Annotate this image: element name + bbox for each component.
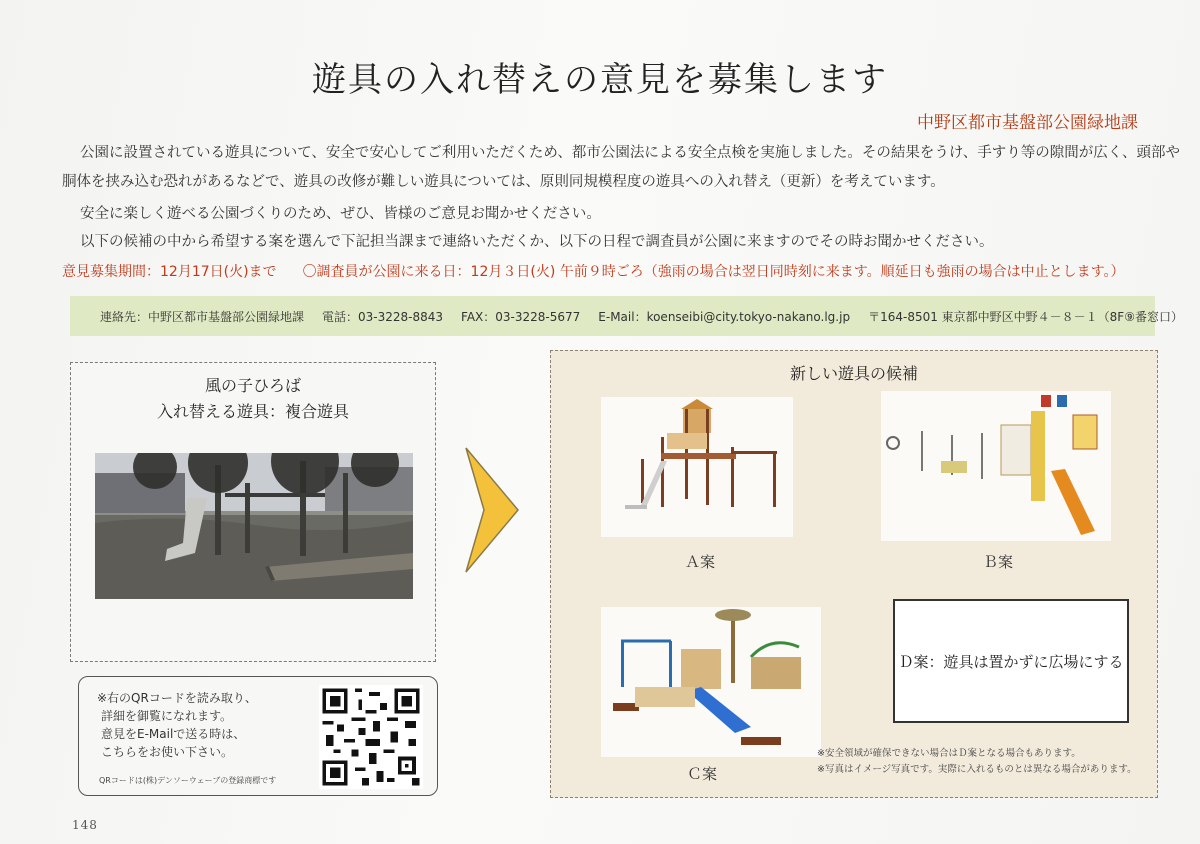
page-title: 遊具の入れ替えの意見を募集します — [312, 60, 888, 100]
contact-fax: FAX：03-3228-5677 — [461, 309, 581, 324]
qr-code-icon[interactable] — [319, 685, 423, 789]
department-name: 中野区都市基盤部公園緑地課 — [917, 113, 1138, 133]
option-a-image — [601, 397, 793, 537]
qr-info-box — [78, 676, 438, 796]
contact-label: 連絡先：中野区都市基盤部公園緑地課 — [100, 309, 305, 324]
option-d-box: Ｄ案：遊具は置かずに広場にする — [893, 599, 1129, 723]
intro-paragraph-line-2: 胴体を挟み込む恐れがあるなどで、遊具の改修が難しい遊具については、原則同規模程度の遊具への入れ替え（更新）を考えています。 — [62, 174, 945, 190]
note-safety-area: ※安全領域が確保できない場合はＤ案となる場合もあります。 — [817, 748, 1081, 759]
note-image-only: ※写真はイメージ写真です。実際に入れるものとは異なる場合があります。 — [817, 764, 1137, 775]
option-a-label: Ａ案 — [685, 553, 716, 571]
contact-bar — [70, 296, 1183, 336]
current-equipment-box — [70, 362, 436, 662]
contact-email: E-Mail：koenseibi@city.tokyo-nakano.lg.jp — [598, 309, 851, 324]
replaced-equipment: 入れ替える遊具：複合遊具 — [156, 402, 349, 421]
notice-line — [62, 261, 1151, 281]
current-playground-photo — [95, 453, 413, 599]
qr-text-line-2: 詳細を御覧になれます。 — [101, 709, 233, 723]
intro-paragraph-line-1: 公園に設置されている遊具について、安全で安心してご利用いただくため、都市公園法による安全点検を実施しました。その結果をうけ、手すり等の隙間が広く、頭部や — [80, 145, 1180, 161]
option-c-label: Ｃ案 — [687, 765, 718, 783]
intro-paragraph-line-3: 安全に楽しく遊べる公園づくりのため、ぜひ、皆様のご意見お聞かせください。 — [80, 206, 601, 222]
contact-phone: 電話：03-3228-8843 — [322, 309, 444, 324]
qr-text-line-4: こちらをお使い下さい。 — [101, 745, 234, 759]
candidates-box — [550, 350, 1158, 798]
opinion-period: 意見募集期間：12月17日(火)まで — [62, 264, 277, 280]
candidates-heading: 新しい遊具の候補 — [789, 364, 918, 383]
survey-date: 〇調査員が公園に来る日：12月３日(火) 午前９時ごろ（強雨の場合は翌日同時刻に来ます。順延日も強雨の場合は中止とします。） — [302, 264, 1125, 280]
option-c-image — [601, 607, 821, 757]
option-b-label: Ｂ案 — [983, 553, 1014, 571]
contact-address: 〒164-8501 東京都中野区中野４－８－１（8F⑨番窓口） — [868, 309, 1183, 324]
qr-text-line-3: 意見をE-Mailで送る時は、 — [101, 727, 246, 741]
right-arrow-icon — [462, 446, 522, 574]
qr-trademark-note: QRコードは(株)デンソーウェーブの登録商標です — [99, 776, 277, 785]
qr-text-line-1: ※右のQRコードを読み取り、 — [97, 691, 257, 705]
intro-paragraph-line-4: 以下の候補の中から希望する案を選んで下記担当課まで連絡いただくか、以下の日程で調査員が公園に来ますのでその時お聞かせください。 — [80, 234, 994, 250]
park-name: 風の子ひろば — [204, 376, 301, 395]
option-b-image — [881, 391, 1111, 541]
page-number: 148 — [72, 818, 98, 832]
